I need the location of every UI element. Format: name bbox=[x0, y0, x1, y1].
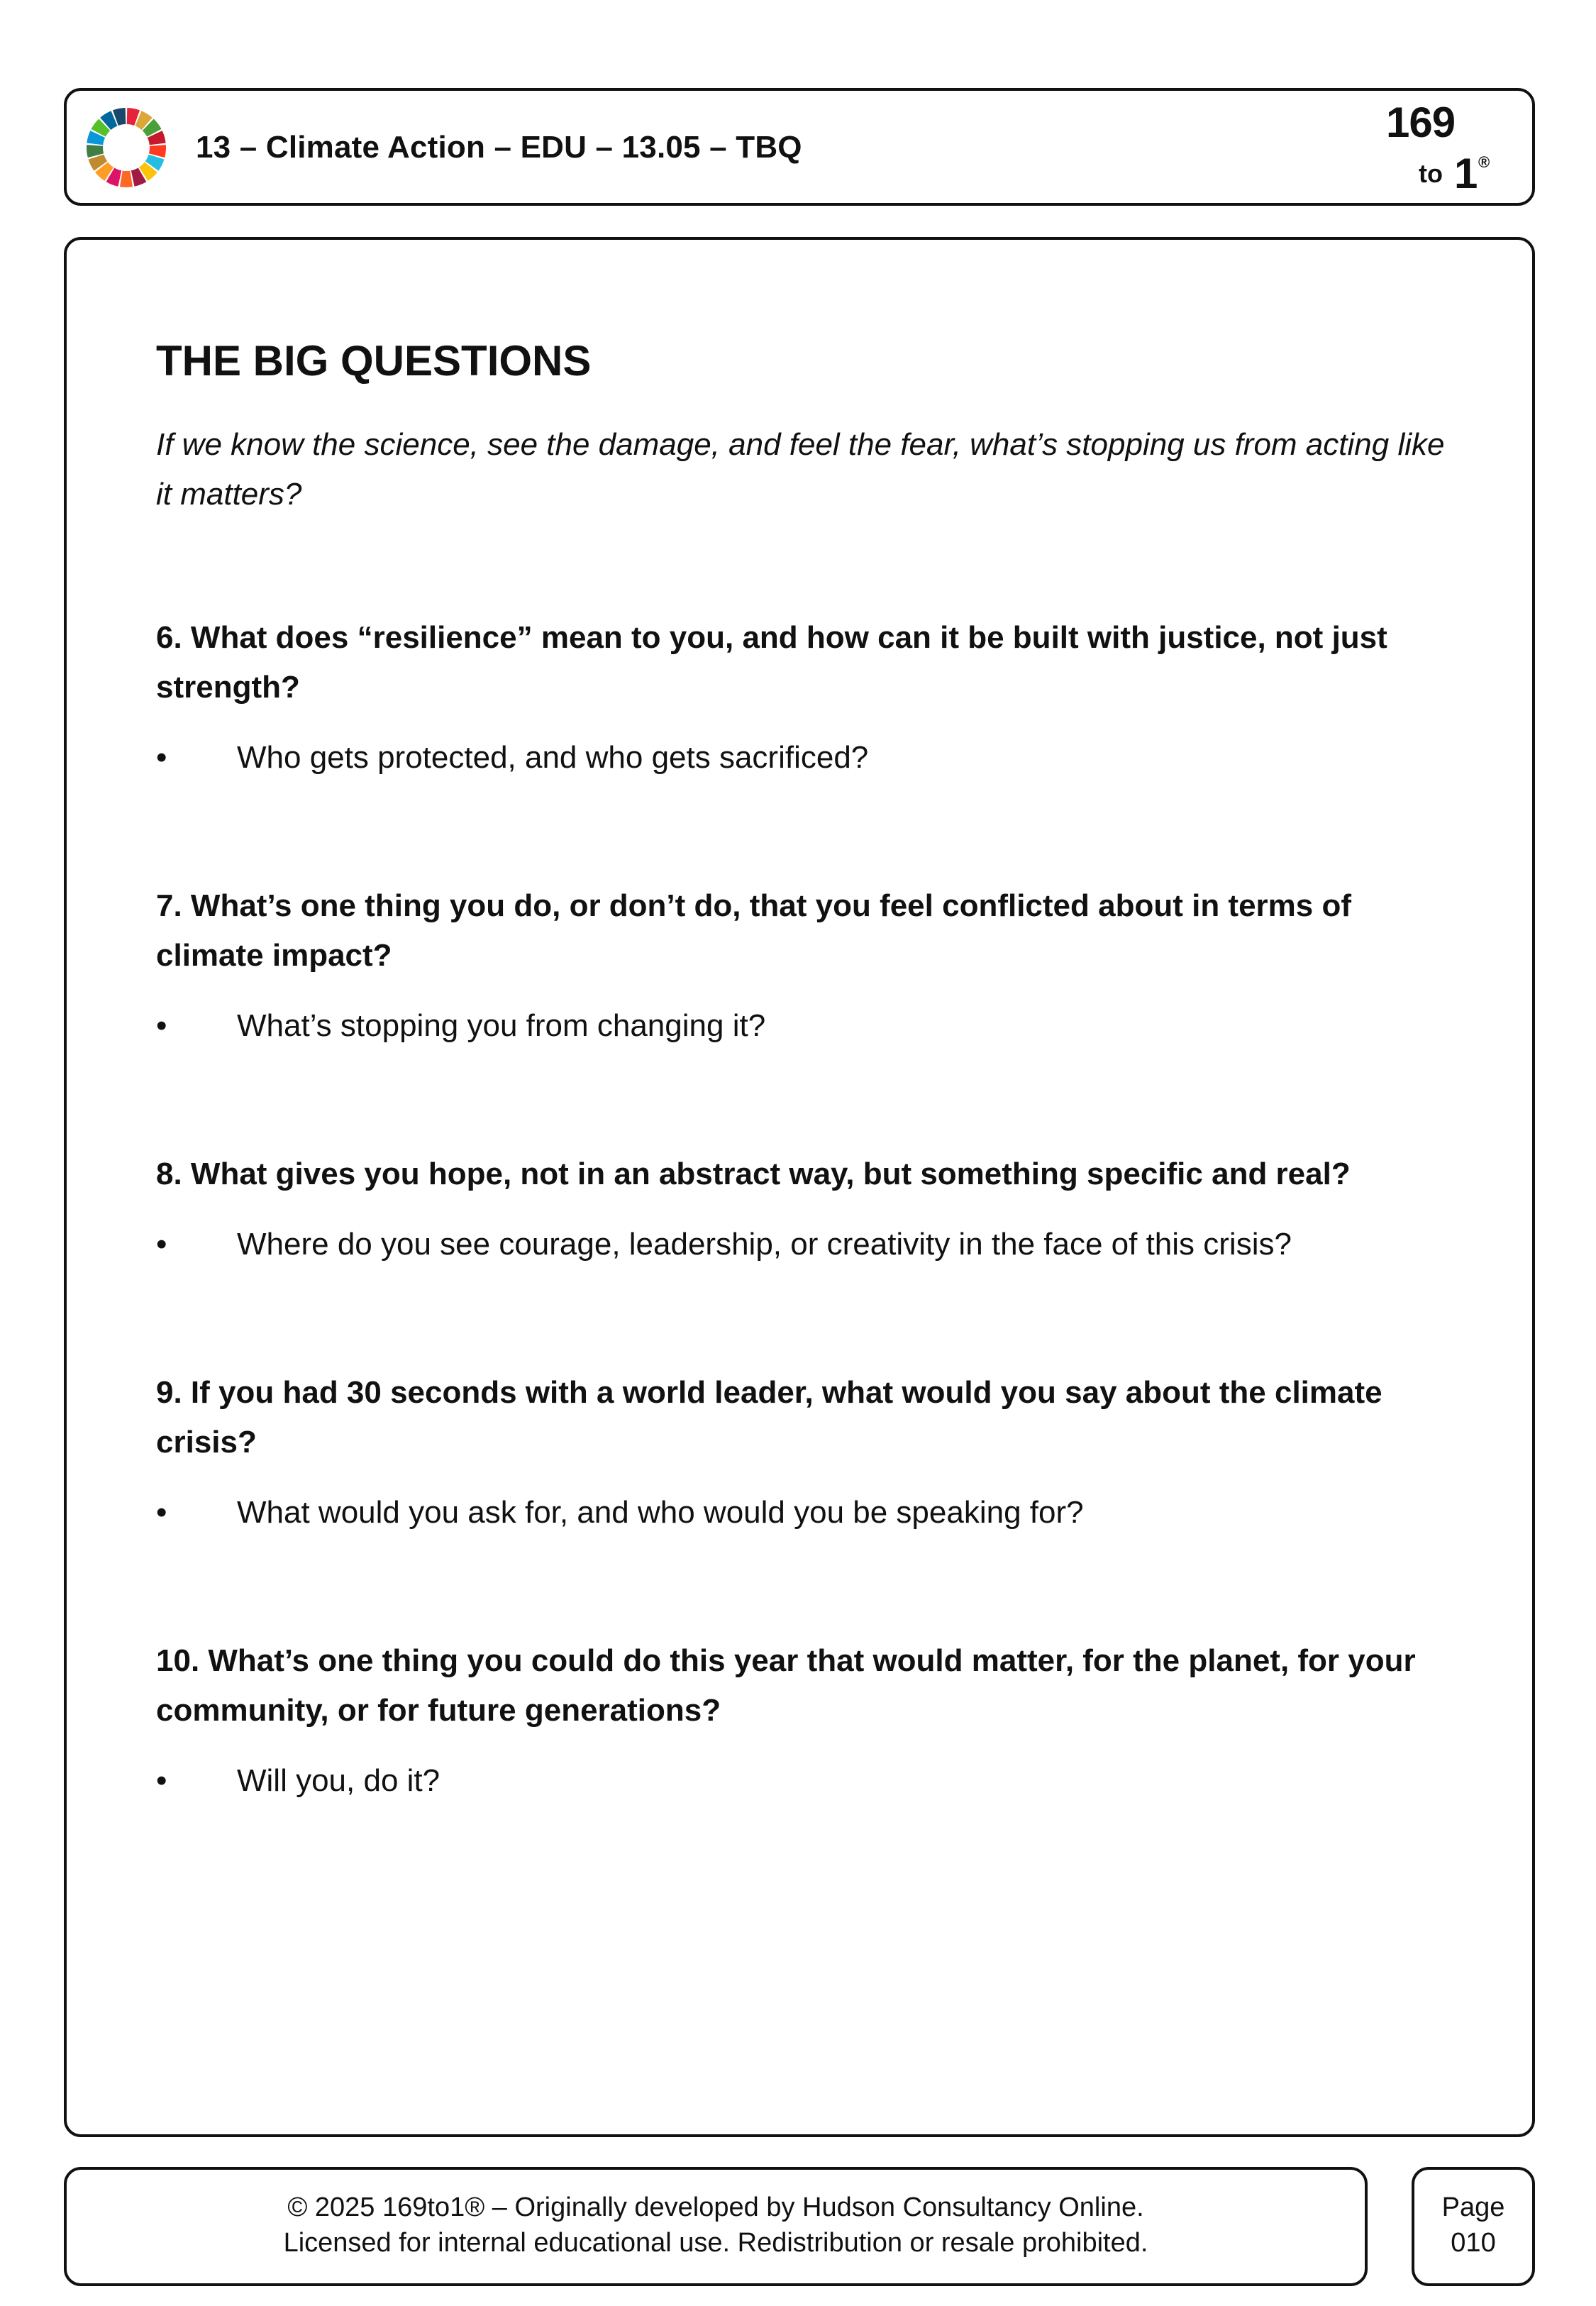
section-title: THE BIG QUESTIONS bbox=[156, 337, 592, 385]
bullet-text: Will you, do it? bbox=[237, 1763, 440, 1798]
copyright-line: © 2025 169to1® – Originally developed by Hudson Consultancy Online. bbox=[287, 2192, 1144, 2222]
bullet-icon: • bbox=[156, 740, 167, 775]
footer-copyright-box bbox=[64, 2167, 1368, 2286]
page-number: 010 bbox=[1451, 2228, 1496, 2258]
question-bullet-9 bbox=[156, 1491, 1461, 1534]
question-heading-8: 8. What gives you hope, not in an abstract way, but something specific and real? bbox=[156, 1157, 1351, 1191]
document-title: 13 – Climate Action – EDU – 13.05 – TBQ bbox=[196, 130, 802, 165]
bullet-text: Who gets protected, and who gets sacrificed? bbox=[237, 740, 869, 775]
question-bullet-7 bbox=[156, 1005, 1461, 1047]
bullet-icon: • bbox=[156, 1763, 167, 1798]
question-bullet-8 bbox=[156, 1223, 1461, 1266]
question-heading-9: 9. If you had 30 seconds with a world leader, what would you say about the climate crisis? bbox=[156, 1375, 1382, 1460]
brand-registered-mark: ® bbox=[1478, 153, 1490, 171]
sdg-wheel-segment bbox=[120, 171, 133, 187]
bullet-text: Where do you see courage, leadership, or creativity in the face of this crisis? bbox=[237, 1227, 1292, 1262]
main-content-box bbox=[64, 237, 1535, 2137]
brand-number: 169 bbox=[1386, 99, 1456, 146]
question-heading-10: 10. What’s one thing you could do this year that would matter, for the planet, for your community, or for future generations? bbox=[156, 1643, 1416, 1728]
brand-one: 1 bbox=[1454, 150, 1478, 197]
page-number-box bbox=[1412, 2167, 1535, 2286]
question-heading-7: 7. What’s one thing you do, or don’t do, that you feel conflicted about in terms of climate impact? bbox=[156, 888, 1352, 973]
brand-logo bbox=[1386, 98, 1492, 197]
header-box bbox=[64, 88, 1535, 206]
bullet-text: What would you ask for, and who would you be speaking for? bbox=[237, 1495, 1084, 1530]
question-bullet-6 bbox=[156, 737, 1461, 779]
bullet-icon: • bbox=[156, 1227, 167, 1262]
brand-to: to bbox=[1419, 159, 1443, 188]
question-bullet-10 bbox=[156, 1760, 1461, 1802]
bullet-text: What’s stopping you from changing it? bbox=[237, 1008, 766, 1043]
intro-question: If we know the science, see the damage, and feel the fear, what’s stopping us from acting like it matters? bbox=[156, 427, 1445, 512]
license-line: Licensed for internal educational use. Redistribution or resale prohibited. bbox=[283, 2228, 1148, 2258]
question-heading-6: 6. What does “resilience” mean to you, and how can it be built with justice, not just strength? bbox=[156, 620, 1387, 705]
page-label: Page bbox=[1441, 2192, 1505, 2222]
bullet-icon: • bbox=[156, 1495, 167, 1530]
sdg-wheel-logo bbox=[85, 106, 167, 189]
bullet-icon: • bbox=[156, 1008, 167, 1043]
